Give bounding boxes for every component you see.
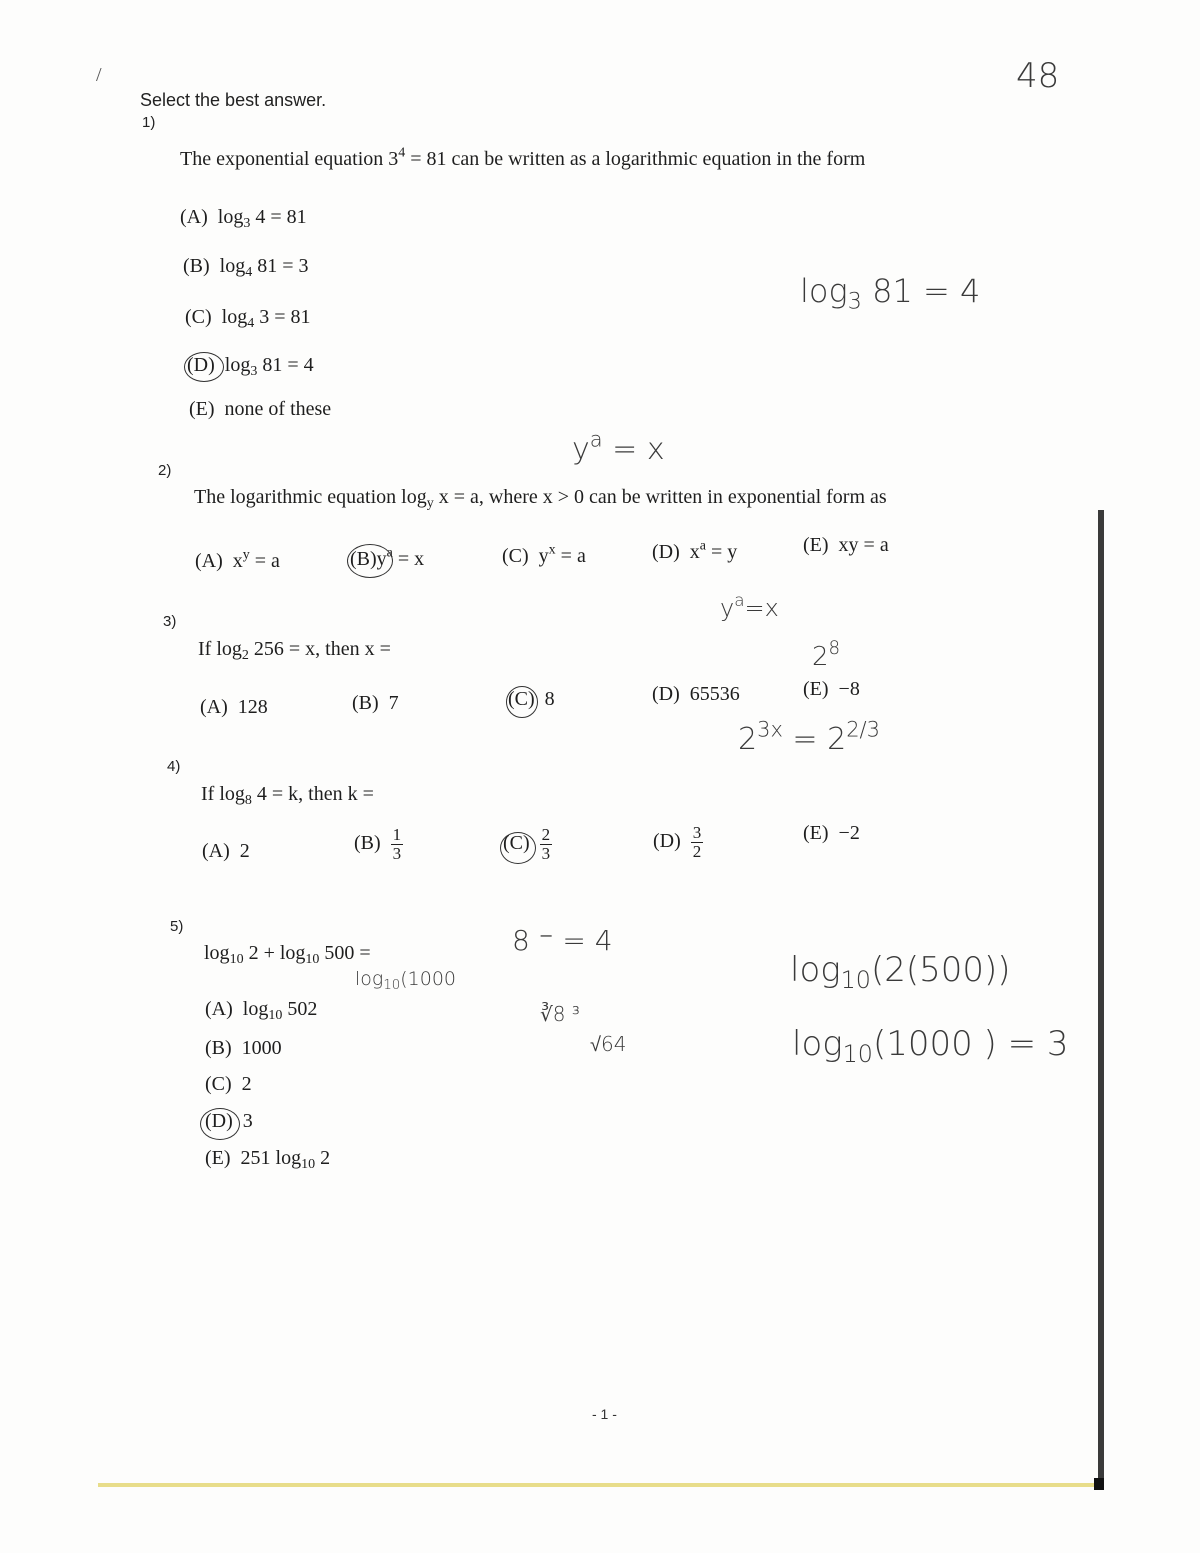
handwritten-note: $y^a=x$ — [720, 589, 779, 622]
option-b: (B) $\frac{1}{3}$ — [354, 825, 402, 863]
handwritten-note: $\log_{10}(2(500))$ — [790, 950, 1011, 995]
option-d: (D) $x^a = y$ — [652, 538, 738, 563]
question-number: 5) — [170, 918, 184, 935]
option-c: (C) $\frac{2}{3}$ — [503, 825, 551, 863]
option-d: (D) 3 — [205, 1110, 253, 1132]
handwritten-note: $\log_{10}(1000$ — [355, 968, 457, 993]
option-e: (E) −8 — [803, 678, 860, 700]
option-e: (E) 251 $\log_{10} 2$ — [205, 1147, 331, 1173]
option-a: (A) 128 — [200, 696, 268, 718]
question-number: 3) — [163, 613, 177, 630]
handwritten-note: $\log_{10}(1000$ ) = 3 — [792, 1024, 1069, 1069]
stray-mark: / — [96, 64, 102, 86]
option-a: (A) $\log_3 4 = 81$ — [180, 206, 307, 232]
option-e: (E) xy = a — [803, 534, 889, 556]
handwritten-note: $\log_3 81 = 4$ — [800, 272, 981, 315]
handwritten-note: $2^{3x} = 2^{2/3}$ — [738, 717, 880, 757]
handwritten-note: $y^a = x$ — [572, 427, 665, 467]
option-b: $(B)y^a = x$ — [350, 545, 425, 570]
handwritten-note: ∛8 ³ — [540, 1002, 580, 1026]
option-b: (B) $\log_4 81 = 3$ — [183, 255, 309, 281]
option-b: (B) 7 — [352, 692, 399, 714]
option-d: (D) 65536 — [652, 683, 740, 705]
page-number: - 1 - — [592, 1406, 617, 1422]
option-a: (A) 2 — [202, 840, 250, 862]
handwritten-note: √64 — [590, 1032, 627, 1056]
question-stem: The exponential equation $3^4 = 81$ can be written as a logarithmic equation in the form — [180, 145, 866, 170]
option-d: (D) $\log_3 81 = 4$ — [187, 354, 314, 380]
option-e: (E) −2 — [803, 822, 860, 844]
handwritten-note: 8 ⁻ = 4 — [512, 924, 613, 957]
question-stem: $\log_{10} 2 + \log_{10} 500$ = — [204, 942, 371, 968]
option-a: (A) $\log_{10} 502$ — [205, 998, 318, 1024]
option-c: (C) $\log_4 3 = 81$ — [185, 306, 311, 332]
option-c: (C) 2 — [205, 1073, 252, 1095]
question-stem: If $\log_2 256 = x$, then x = — [198, 638, 391, 664]
instruction: Select the best answer. — [140, 90, 327, 110]
scan-edge-right — [1098, 510, 1104, 1485]
question-number: 2) — [158, 462, 172, 479]
option-b: (B) 1000 — [205, 1037, 282, 1059]
option-c: (C) $y^x = a$ — [502, 542, 586, 567]
question-number: 4) — [167, 758, 181, 775]
option-e: (E) none of these — [189, 398, 332, 420]
question-stem: The logarithmic equation $\log_y x = a$, where x > 0 can be written in exponential form as — [194, 486, 887, 512]
handwritten-page-mark: 48 — [1016, 56, 1060, 96]
scan-corner-mark — [1094, 1478, 1104, 1490]
question-number: 1) — [142, 114, 156, 131]
scan-edge-bottom — [98, 1483, 1100, 1487]
handwritten-note: $2^8$ — [812, 638, 841, 672]
question-stem: If $\log_8 4 = k$, then k = — [201, 783, 374, 809]
option-d: (D) $\frac{3}{2}$ — [653, 823, 702, 861]
option-a: (A) $x^y = a$ — [195, 547, 280, 572]
option-c: (C) 8 — [508, 688, 555, 710]
